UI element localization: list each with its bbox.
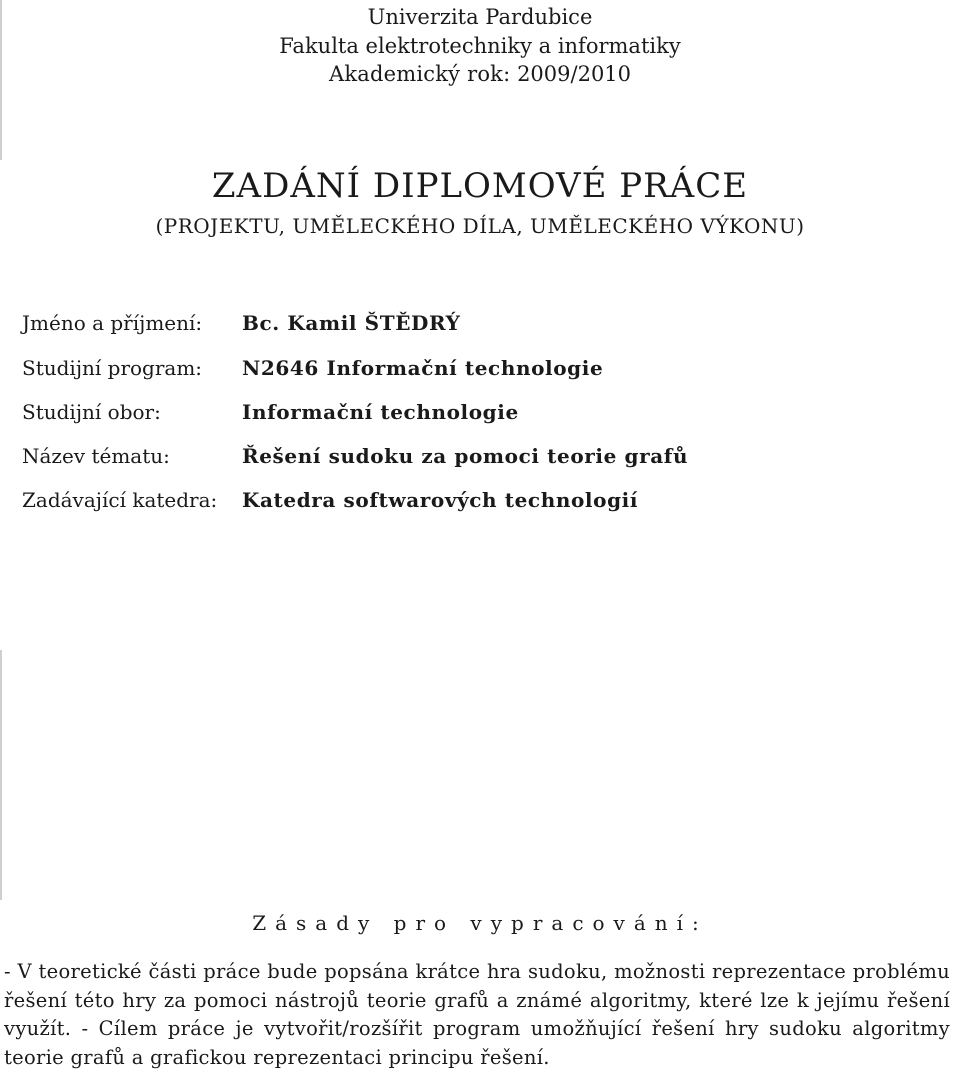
field-value: Řešení sudoku za pomoci teorie grafů — [242, 444, 689, 468]
field-label: Jméno a příjmení: — [22, 311, 203, 335]
field-label: Studijní program: — [22, 356, 203, 380]
university-name: Univerzita Pardubice — [367, 5, 593, 29]
faculty-name: Fakulta elektrotechniky a informatiky — [279, 34, 681, 58]
field-label: Studijní obor: — [22, 400, 161, 424]
field-value: Katedra softwarových technologií — [242, 488, 639, 512]
field-row-program — [22, 356, 942, 392]
field-row-field-of-study — [22, 400, 942, 436]
academic-year-value: 2009/2010 — [517, 62, 632, 86]
academic-year-label: Akademický rok: — [328, 62, 511, 86]
field-row-name — [22, 311, 942, 347]
document-title: ZADÁNÍ DIPLOMOVÉ PRÁCE — [211, 166, 749, 206]
academic-year — [0, 62, 960, 86]
field-row-topic — [22, 444, 942, 480]
field-value: N2646 Informační technologie — [242, 356, 604, 380]
guidelines-heading: Zásady pro vypracování: — [252, 911, 708, 935]
field-label: Zadávající katedra: — [22, 488, 218, 512]
guidelines-text: - V teoretické části práce bude popsána krátce hra sudoku, možnosti reprezentace problému řešení této hry za pomoci nástrojů teorie grafů a známé algoritmy, které lze k jejímu řešení využít. - Cílem práce je vytvořit/rozšířit program umožňující řešení hry sudoku algoritmy teorie grafů a grafickou reprezentaci principu řešení. — [4, 960, 950, 1069]
field-value: Informační technologie — [242, 400, 519, 424]
field-label: Název tématu: — [22, 444, 170, 468]
scan-edge-line — [0, 650, 2, 900]
document-subtitle: (PROJEKTU, UMĚLECKÉHO DÍLA, UMĚLECKÉHO VÝKONU) — [155, 214, 805, 238]
field-row-department — [22, 488, 942, 524]
field-value: Bc. Kamil ŠTĚDRÝ — [242, 311, 461, 335]
